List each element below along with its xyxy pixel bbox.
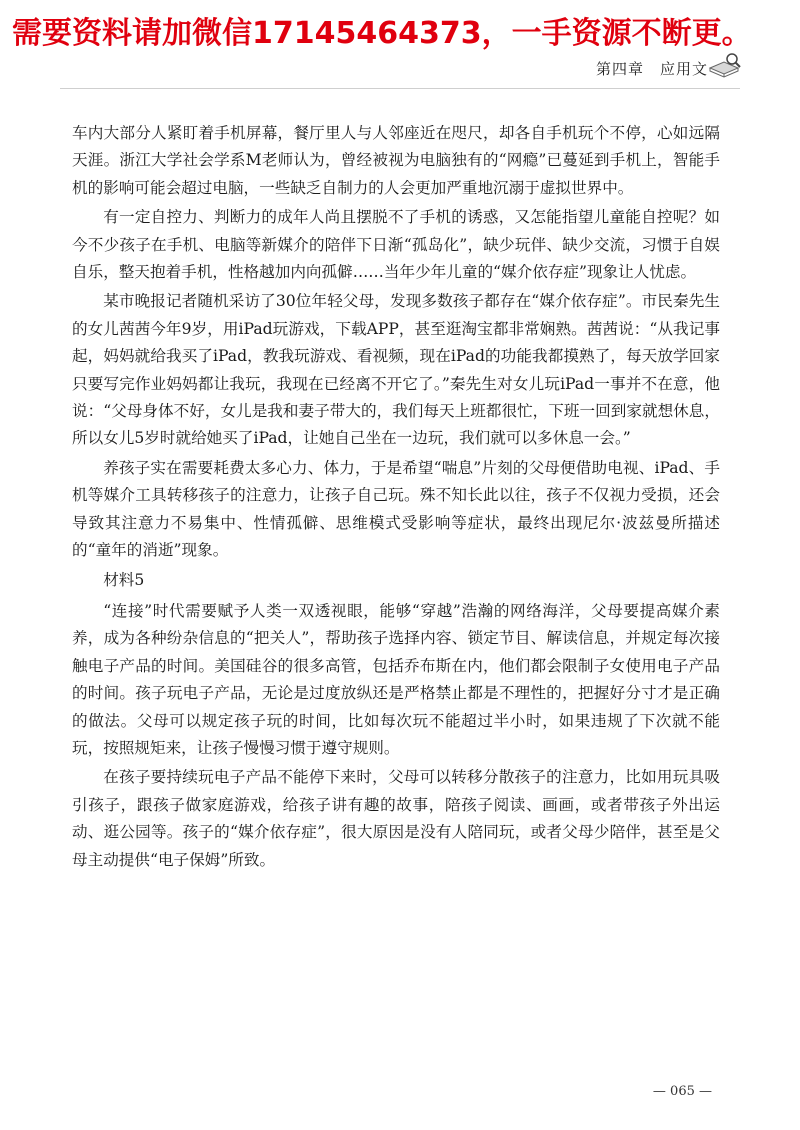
article-body [72,120,720,874]
paragraph: 在孩子要持续玩电子产品不能停下来时，父母可以转移分散孩子的注意力，比如用玩具吸引孩子，跟孩子做家庭游戏，给孩子讲有趣的故事，陪孩子阅读、画画，或者带孩子外出运动、逛公园等。孩子的“媒介依存症”，很大原因是没有人陪同玩，或者父母少陪伴，甚至是父母主动提供“电子保姆”所致。 [72,768,720,869]
paragraph: 养孩子实在需要耗费太多心力、体力，于是希望“喘息”片刻的父母便借助电视、iPad、手机等媒介工具转移孩子的注意力，让孩子自己玩。殊不知长此以往，孩子不仅视力受损，还会导致其注意力不易集中、性情孤僻、思维模式受影响等症状，最终出现尼尔·波兹曼所描述的“童年的消逝”现象。 [72,458,720,560]
chapter-title: 第四章 应用文 [595,60,708,78]
page-number: — 065 — [652,1084,712,1099]
material-heading: 材料5 [103,570,145,589]
paragraph: 某市晚报记者随机采访了30位年轻父母，发现多数孩子都存在“媒介依存症”。市民秦先生的女儿茜茜今年9岁，用iPad玩游戏，下载APP，甚至逛淘宝都非常娴熟。茜茜说：“从我记事起，妈妈就给我买了iPad，教我玩游戏、看视频，现在iPad的功能我都摸熟了，每天放学回家只要写完作业妈妈都让我玩，我现在已经离不开它了。”秦先生对女儿玩iPad一事并不在意，他说：“父母身体不好，女儿是我和妻子带大的，我们每天上班都很忙，下班一回到家就想休息，所以女儿5岁时就给她买了iPad，让她自己坐在一边玩，我们就可以多休息一会。” [72,292,720,448]
header-divider [60,88,740,89]
book-magnifier-icon [708,50,742,80]
watermark-banner: 需要资料请加微信17145464373，一手资源不断更。 [12,16,752,51]
paragraph: “连接”时代需要赋予人类一双透视眼，能够“穿越”浩瀚的网络海洋，父母要提高媒介素养，成为各种纷杂信息的“把关人”，帮助孩子选择内容、锁定节目、解读信息，并规定每次接触电子产品的时间。美国硅谷的很多高管，包括乔布斯在内，他们都会限制子女使用电子产品的时间。孩子玩电子产品，无论是过度放纵还是严格禁止都是不理性的，把握好分寸才是正确的做法。父母可以规定孩子玩的时间，比如每次玩不能超过半小时，如果违规了下次就不能玩，按照规矩来，让孩子慢慢习惯于遵守规则。 [72,601,720,757]
paragraph: 车内大部分人紧盯着手机屏幕，餐厅里人与人邻座近在咫尺，却各自手机玩个不停，心如远隔天涯。浙江大学社会学系M老师认为，曾经被视为电脑独有的“网瘾”已蔓延到手机上，智能手机的影响可能会超过电脑，一些缺乏自制力的人会更加严重地沉溺于虚拟世界中。 [72,124,720,197]
paragraph: 有一定自控力、判断力的成年人尚且摆脱不了手机的诱惑，又怎能指望儿童能自控呢？如今不少孩子在手机、电脑等新媒介的陪伴下日渐“孤岛化”，缺少玩伴、缺少交流，习惯于自娱自乐，整天抱着手机，性格越加内向孤僻……当年少年儿童的“媒介依存症”现象让人忧虑。 [72,208,720,282]
